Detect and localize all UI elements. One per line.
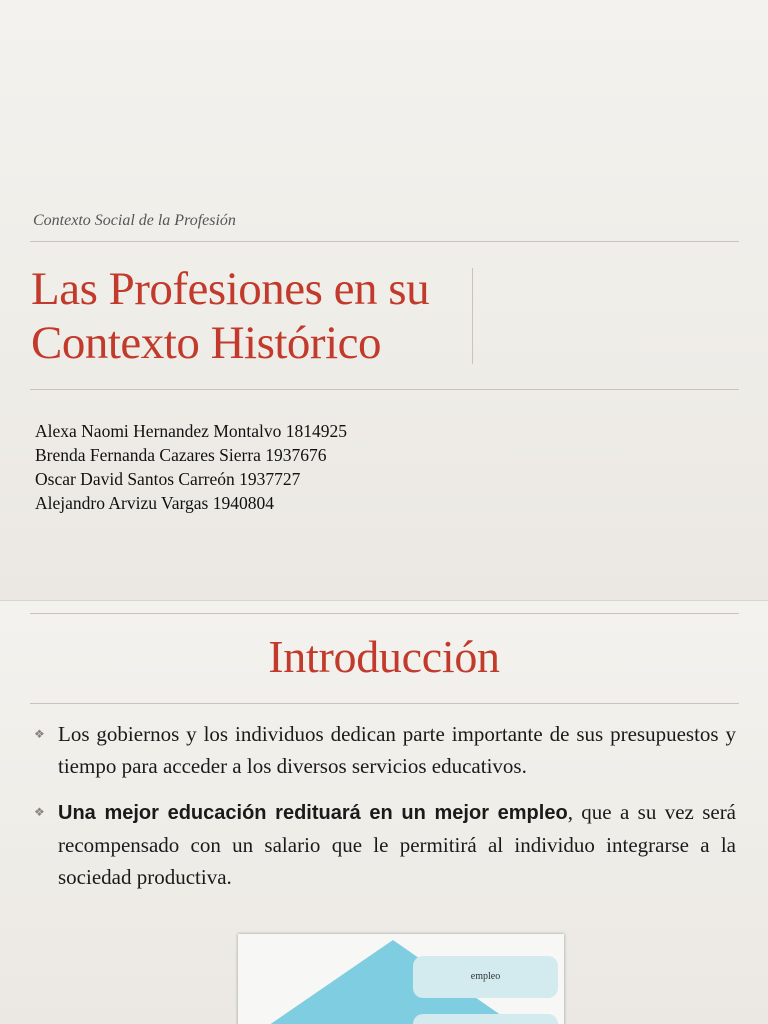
bullet-list — [30, 718, 736, 907]
divider — [30, 613, 739, 614]
bullet-item-2 — [30, 796, 736, 893]
author-item: Brenda Fernanda Cazares Sierra 1937676 — [35, 445, 327, 465]
divider — [30, 703, 739, 704]
author-list — [35, 419, 347, 515]
divider — [30, 241, 739, 242]
author-item: Alejandro Arvizu Vargas 1940804 — [35, 493, 274, 513]
author-item: Oscar David Santos Carreón 1937727 — [35, 469, 301, 489]
diamond-bullet-icon: ❖ — [34, 805, 45, 819]
diamond-bullet-icon: ❖ — [34, 727, 45, 741]
title-line-1: Las Profesiones en su — [31, 263, 430, 315]
vertical-divider — [472, 268, 473, 364]
slide-subtitle: Contexto Social de la Profesión — [33, 212, 236, 229]
title-line-2: Contexto Histórico — [31, 317, 381, 369]
bullet-item-1 — [30, 718, 736, 782]
pyramid-figure — [238, 934, 564, 1024]
intro-heading: Introducción — [268, 631, 500, 682]
divider — [30, 389, 739, 390]
author-item: Alexa Naomi Hernandez Montalvo 1814925 — [35, 421, 348, 441]
bullet-text: , que a su vez será recompensado con un salario que le permitirá al individuo integrarse a la sociedad productiva. — [58, 800, 737, 889]
slide-title — [31, 262, 461, 370]
bullet-bold-text: Una mejor educación redituará en un mejor empleo — [58, 802, 568, 824]
bullet-text: Los gobiernos y los individuos dedican parte importante de sus presupuestos y tiempo para acceder a los diversos servicios educativos. — [58, 722, 736, 778]
figure-label-box — [413, 1014, 558, 1024]
figure-label-empleo: empleo — [413, 956, 558, 998]
